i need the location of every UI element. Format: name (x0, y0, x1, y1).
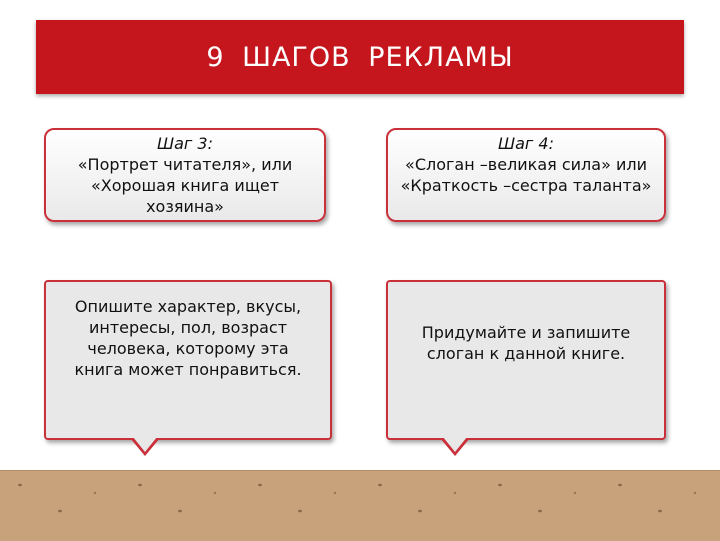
step-3-title: Шаг 3: (157, 134, 213, 153)
step-3-task-text (54, 296, 322, 380)
task-line: книга может понравиться. (74, 360, 302, 379)
header-banner (36, 20, 684, 94)
step-3-line: «Портрет читателя», или (77, 155, 293, 174)
step-4-box (386, 128, 666, 222)
step-4-line: «Краткость –сестра таланта» (400, 176, 652, 195)
task-line: Опишите характер, вкусы, (74, 297, 302, 316)
step-4-task-callout (386, 280, 666, 440)
step-4-title: Шаг 4: (498, 134, 554, 153)
task-line: человека, которому эта (87, 339, 289, 358)
step-3-box (44, 128, 326, 222)
callout-tail-fill (443, 437, 467, 452)
step-4-task-text (396, 322, 656, 364)
callout-tail-fill (133, 437, 157, 452)
task-line: интересы, пол, возраст (88, 318, 288, 337)
step-3-line: хозяина» (146, 197, 224, 216)
task-line: Придумайте и запишите (421, 323, 631, 342)
task-line: слоган к данной книге. (426, 344, 626, 363)
step-3-line: «Хорошая книга ищет (90, 176, 280, 195)
ground-texture-strip (0, 470, 720, 541)
step-4-line: «Слоган –великая сила» или (405, 155, 647, 174)
page-title: 9 ШАГОВ РЕКЛАМЫ (206, 41, 514, 73)
step-3-task-callout (44, 280, 332, 440)
